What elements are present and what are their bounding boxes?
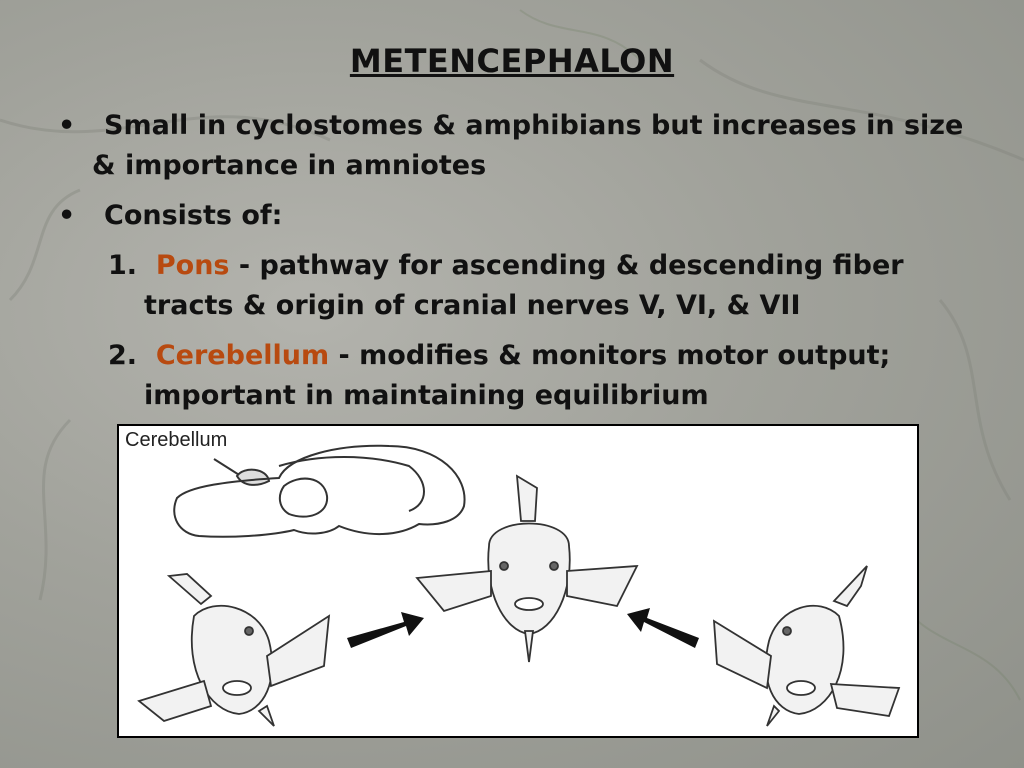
item-description-continued: tracts & origin of cranial nerves V, VI, & VII [144,290,801,321]
term-cerebellum: Cerebellum [155,340,330,371]
figure-drawing [119,426,917,736]
arrow-right-icon [347,612,424,648]
ventral-fin [259,706,274,726]
bullet-item [58,106,978,186]
fish-mouth [223,681,251,695]
bullet-text: Consists of: [104,200,283,231]
item-description: - modifies & monitors motor output; [329,340,891,371]
item-description: - pathway for ascending & descending fiber [229,250,904,281]
arrow-left-icon [627,608,699,648]
brain-inner-line [279,457,424,511]
right-pectoral-fin [567,566,637,606]
ventral-fin [767,706,779,726]
left-pectoral-fin [714,621,771,688]
brain-outline [174,446,464,537]
left-pectoral-fin [417,571,491,611]
left-pectoral-fin [139,681,211,721]
figure-label-cerebellum: Cerebellum [125,429,228,451]
fish-right [714,566,899,726]
fish-eye [550,562,558,570]
bullet-text: Small in cyclostomes & amphibians but increases in size & importance in amniotes [92,110,964,181]
numbered-item-cerebellum [108,336,978,416]
item-number: 1. [108,250,138,281]
item-description-continued: important in maintaining equilibrium [144,380,709,411]
dorsal-fin [834,566,867,606]
slide-title: METENCEPHALON [349,42,675,80]
fish-equilibrium-figure [117,424,919,738]
midbrain-shape [280,479,327,517]
fish-mouth [515,598,543,610]
dorsal-fin [517,476,537,521]
dorsal-fin [169,574,211,604]
bullet-marker: • [58,200,76,231]
cerebellum-shape [237,470,269,485]
fish-center [417,476,637,662]
right-pectoral-fin [831,684,899,716]
fish-body [488,524,570,635]
fish-body [766,606,844,714]
fish-mouth [787,681,815,695]
fish-left [139,574,329,726]
ventral-fin [525,631,533,662]
brain-diagram [174,446,464,537]
fish-eye [245,627,253,635]
fish-eye [500,562,508,570]
term-pons: Pons [155,250,230,281]
item-number: 2. [108,340,138,371]
fish-eye [783,627,791,635]
numbered-item-pons [108,246,978,326]
bullet-marker: • [58,110,76,141]
right-pectoral-fin [267,616,329,686]
bullet-item [58,196,978,236]
